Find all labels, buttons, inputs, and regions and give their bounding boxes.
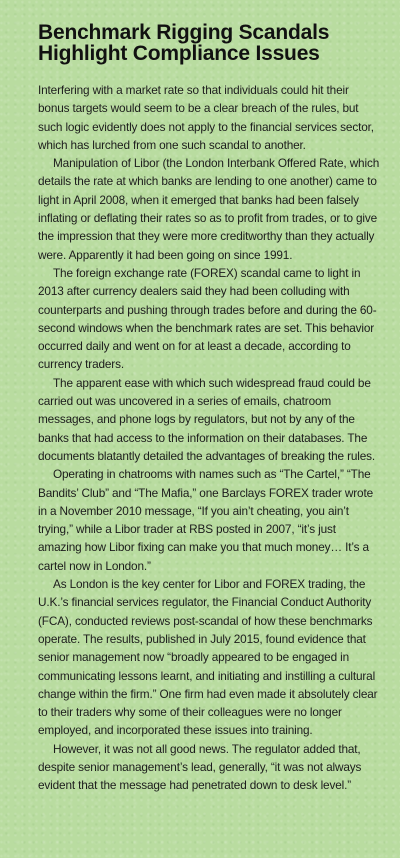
article-paragraph: Manipulation of Libor (the London Interbank Offered Rate, which details the rate at which banks are lending to one another) came to light in April 2008, when it emerged that banks had been falsely inflating or deflating their rates so as to profit from trades, or to give the impression that they were more creditworthy than they actually were. Apparently it had been going on since 1991.	[38, 156, 380, 262]
article-body	[38, 81, 382, 795]
article-paragraph: Interfering with a market rate so that individuals could hit their bonus targets would seem to be a clear breach of the rules, but such logic evidently does not apply to the financial services sector, which has lurched from one such scandal to another.	[38, 83, 374, 152]
article-title-line-1: Benchmark Rigging Scandals	[38, 21, 330, 44]
article-paragraph: The apparent ease with which such widespread fraud could be carried out was uncovered in a series of emails, chatroom messages, and phone logs by regulators, but not by any of the banks that had access to the information on their databases. The documents blatantly detailed the advantages of breaking the rules.	[38, 375, 376, 463]
article-paragraph: However, it was not all good news. The regulator added that, despite senior management’s lead, generally, “it was not always evident that the message had penetrated down to desk level.”	[38, 741, 362, 793]
article-title-line-2: Highlight Compliance Issues	[38, 42, 320, 65]
article-paragraph: As London is the key center for Libor and FOREX trading, the U.K.’s financial services regulator, the Financial Conduct Authority (FCA), conducted reviews post-scandal of how these benchmarks operate. The results, published in July 2015, found evidence that senior management now “broadly appeared to be engaged in communicating lessons learnt, and initiating and instilling a cultural change within the firm.” One firm had even made it absolutely clear to their traders why some of their colleagues were no longer employed, and incorporated these issues into training.	[38, 577, 378, 738]
article-paragraph: The foreign exchange rate (FOREX) scandal came to light in 2013 after currency dealers said they had been colluding with counterparts and pushing through trades before and during the 60-second windows when the benchmark rates are set. This behavior occurred daily and went on for at least a decade, according to currency traders.	[38, 265, 377, 372]
article-paragraph: Operating in chatrooms with names such as “The Cartel,” “The Bandits’ Club” and “The Mafia,” one Barclays FOREX trader wrote in a November 2010 message, “If you ain’t cheating, you ain’t trying,” while a Libor trader at RBS posted in 2007, “it’s just amazing how Libor fixing can make you that much money… It’s a cartel now in London.”	[38, 467, 373, 573]
article-title	[38, 22, 382, 64]
